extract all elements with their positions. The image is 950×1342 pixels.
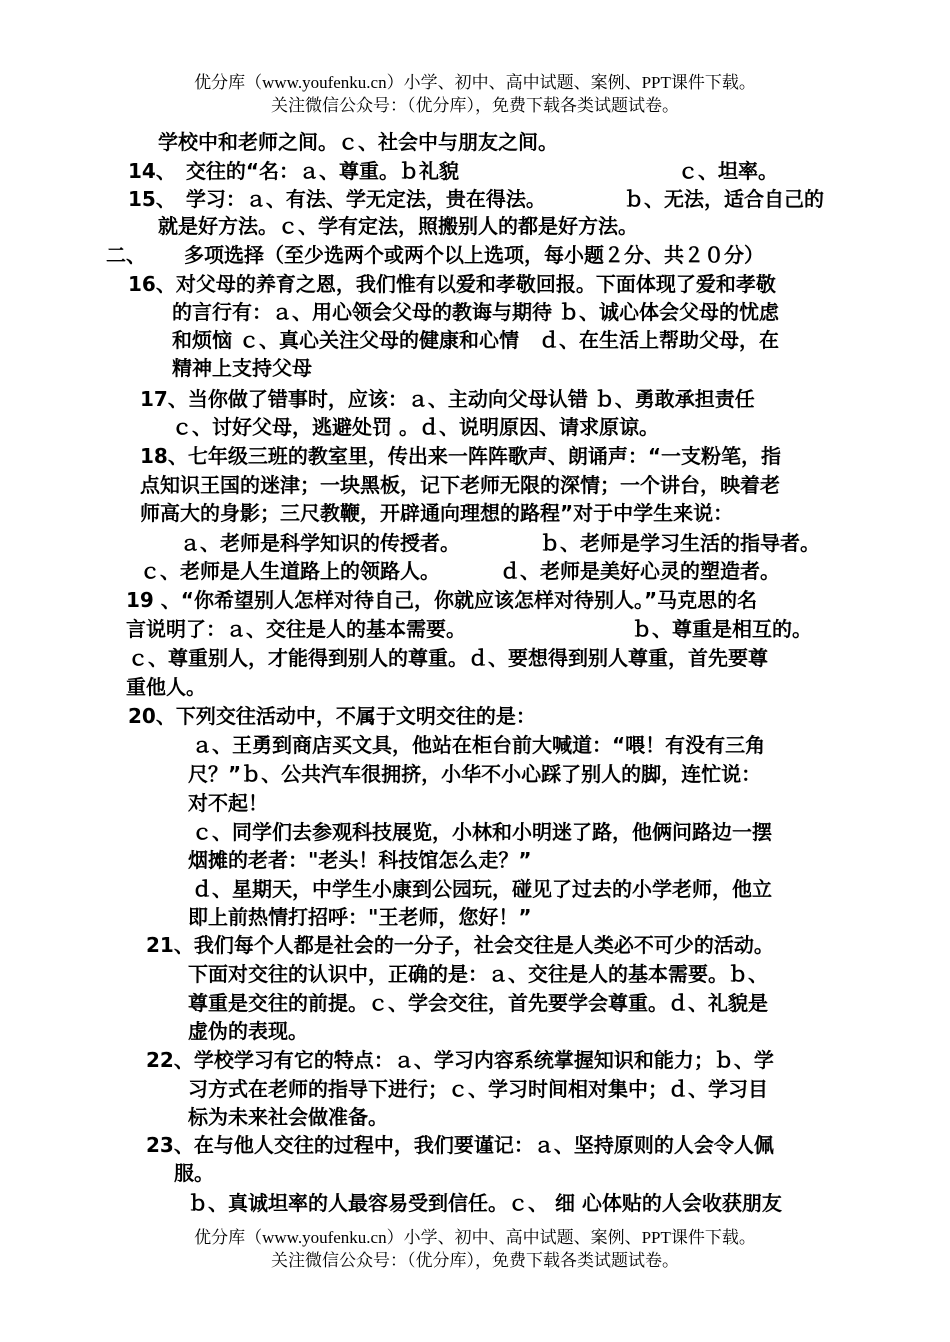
text-line: 16、对父母的养育之恩，我们惟有以爱和孝敬回报。下面体现了爱和孝敬 <box>128 272 776 296</box>
text-line: 标为未来社会做准备。 <box>188 1105 388 1129</box>
text-line: 18、七年级三班的教室里，传出来一阵阵歌声、朗诵声：“一支粉笔，指 <box>140 444 781 468</box>
text-line: 虚伪的表现。 <box>188 1019 308 1043</box>
section-number: 二、 <box>106 243 146 267</box>
text-line: 22、学校学习有它的特点：ａ、学习内容系统掌握知识和能力；ｂ、学 <box>146 1048 774 1072</box>
text-line: 14、 交往的“名：ａ、尊重。ｂ礼貌 <box>128 159 459 183</box>
text-line: ｄ、星期天，中学生小康到公园玩，碰见了过去的小学老师，他立 <box>192 877 772 901</box>
text-line: 点知识王国的迷津；一块黑板，记下老师无限的深情；一个讲台，映着老 <box>140 473 780 497</box>
text-line: 17、当你做了错事时，应该：ａ、主动向父母认错 ｂ、勇敢承担责任 <box>140 387 755 411</box>
text-line: 和烦恼 ｃ、真心关注父母的健康和心情 ｄ、在生活上帮助父母，在 <box>172 328 779 352</box>
text-line: ｃ、坦率。 <box>678 159 778 183</box>
text-line: 重他人。 <box>126 675 206 699</box>
text-line: ｂ、真诚坦率的人最容易受到信任。ｃ、 细 心体贴的人会收获朋友 <box>188 1191 782 1215</box>
text-line: 烟摊的老者："老头！科技馆怎么走？” <box>188 848 532 872</box>
text-line: 习方式在老师的指导下进行；ｃ、学习时间相对集中；ｄ、学习目 <box>188 1077 768 1101</box>
text-line: ｂ、老师是学习生活的指导者。 <box>540 531 820 555</box>
text-line: 15、 学习：ａ、有法、学无定法，贵在得法。 <box>128 187 546 211</box>
text-line: ｃ、尊重别人，才能得到别人的尊重。ｄ、要想得到别人尊重，首先要尊 <box>128 646 768 670</box>
text-line: ｂ、尊重是相互的。 <box>632 617 812 641</box>
text-line: ｂ、无法，适合自己的 <box>624 187 824 211</box>
text-line: ａ、王勇到商店买文具，他站在柜台前大喊道：“喂！有没有三角 <box>192 733 766 757</box>
footer-line-1: 优分库（www.youfenku.cn）小学、初中、高中试题、案例、PPT课件下载。 <box>194 1228 756 1247</box>
text-line: ｄ、老师是美好心灵的塑造者。 <box>500 559 780 583</box>
header-line-1: 优分库（www.youfenku.cn）小学、初中、高中试题、案例、PPT课件下载。 <box>194 73 756 92</box>
text-line: 23、在与他人交往的过程中，我们要谨记：ａ、坚持原则的人会令人佩 <box>146 1133 774 1157</box>
text-line: 就是好方法。ｃ、学有定法，照搬别人的都是好方法。 <box>158 214 638 238</box>
text-line: 21、我们每个人都是社会的一分子，社会交往是人类必不可少的活动。 <box>146 933 774 957</box>
text-line: 尊重是交往的前提。ｃ、学会交往，首先要学会尊重。ｄ、礼貌是 <box>188 991 768 1015</box>
text-line: 的言行有：ａ、用心领会父母的教诲与期待 ｂ、诚心体会父母的忧虑 <box>172 300 779 324</box>
text-line: 师高大的身影；三尺教鞭，开辟通向理想的路程”对于中学生来说： <box>140 501 734 525</box>
text-line: 尺？”ｂ、公共汽车很拥挤，小华不小心踩了别人的脚，连忙说： <box>188 762 762 786</box>
text-line: ｃ、讨好父母，逃避处罚 。ｄ、说明原因、请求原谅。 <box>172 415 659 439</box>
header-line-2: 关注微信公众号：（优分库），免费下载各类试题试卷。 <box>271 96 679 115</box>
text-line: ｃ、同学们去参观科技展览，小林和小明迷了路，他俩问路边一摆 <box>192 820 772 844</box>
text-line: 学校中和老师之间。ｃ、社会中与朋友之间。 <box>158 130 558 154</box>
text-line: 服。 <box>174 1161 214 1185</box>
text-line: 20、下列交往活动中，不属于文明交往的是： <box>128 704 536 728</box>
text-line: ｃ、老师是人生道路上的领路人。 <box>140 559 440 583</box>
text-line: 对不起！ <box>188 791 268 815</box>
text-line: 19 、“你希望别人怎样对待自己，你就应该怎样对待别人。”马克思的名 <box>126 588 758 612</box>
text-line: 下面对交往的认识中，正确的是：ａ、交往是人的基本需要。ｂ、 <box>188 962 768 986</box>
footer-line-2: 关注微信公众号：（优分库），免费下载各类试题试卷。 <box>271 1251 679 1270</box>
text-line: 言说明了：ａ、交往是人的基本需要。 <box>126 617 466 641</box>
text-line: 精神上支持父母 <box>172 356 312 380</box>
section-title: 多项选择（至少选两个或两个以上选项，每小题２分、共２０分） <box>184 243 764 267</box>
text-line: 即上前热情打招呼："王老师，您好！” <box>188 905 532 929</box>
text-line: ａ、老师是科学知识的传授者。 <box>180 531 460 555</box>
